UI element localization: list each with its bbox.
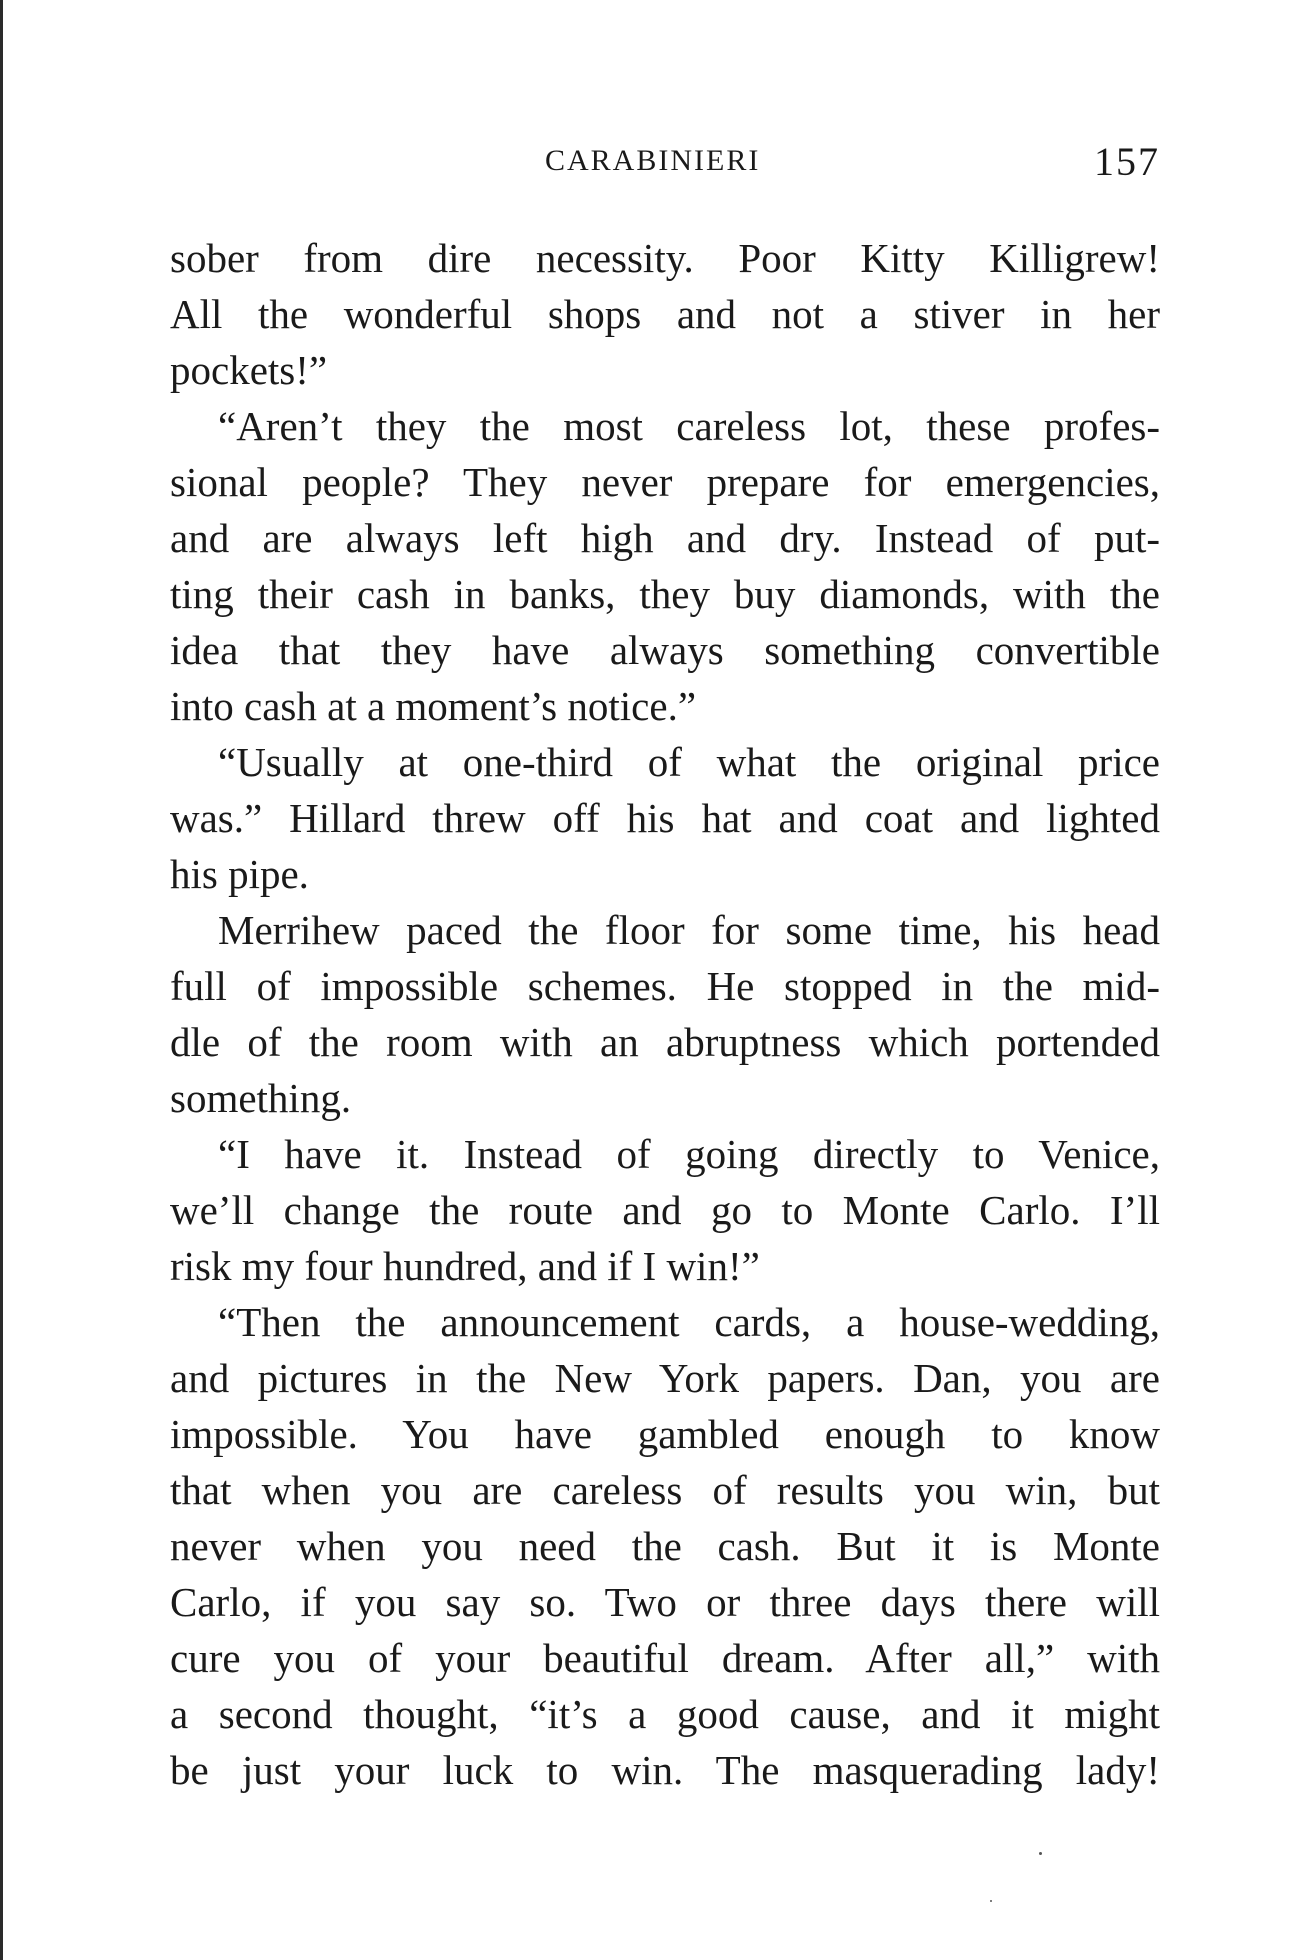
- paper-speck: [990, 1900, 992, 1902]
- text-line: Merrihew paced the floor for some time, his head: [218, 907, 1160, 953]
- paper-speck: [1039, 1852, 1042, 1855]
- page-header: [170, 138, 1160, 188]
- text-line: a second thought, “it’s a good cause, and it might: [170, 1691, 1160, 1737]
- text-line: pockets!”: [170, 347, 328, 393]
- text-line: dle of the room with an abruptness which portended: [170, 1019, 1160, 1065]
- text-line: sober from dire necessity. Poor Kitty Killigrew!: [170, 235, 1160, 281]
- text-line: impossible. You have gambled enough to know: [170, 1411, 1160, 1457]
- page-number: 157: [1094, 139, 1160, 184]
- text-line: sional people? They never prepare for emergencies,: [170, 459, 1160, 505]
- text-line: and pictures in the New York papers. Dan, you are: [170, 1355, 1160, 1401]
- body-text: [170, 230, 1160, 1798]
- text-line: “Aren’t they the most careless lot, these profes-: [218, 403, 1160, 449]
- text-line: something.: [170, 1075, 352, 1121]
- text-line: “Usually at one-third of what the original price: [218, 739, 1160, 785]
- text-line: that when you are careless of results you win, but: [170, 1467, 1160, 1513]
- text-line: All the wonderful shops and not a stiver in her: [170, 291, 1160, 337]
- text-line: was.” Hillard threw off his hat and coat and lighted: [170, 795, 1160, 841]
- text-line: his pipe.: [170, 851, 309, 897]
- text-line: Carlo, if you say so. Two or three days there will: [170, 1579, 1160, 1625]
- text-line: risk my four hundred, and if I win!”: [170, 1243, 760, 1289]
- text-line: “Then the announcement cards, a house-wedding,: [218, 1299, 1160, 1345]
- running-head: CARABINIERI: [545, 144, 761, 177]
- text-line: full of impossible schemes. He stopped in the mid-: [170, 963, 1160, 1009]
- text-line: never when you need the cash. But it is Monte: [170, 1523, 1160, 1569]
- text-line: we’ll change the route and go to Monte Carlo. I’ll: [170, 1187, 1160, 1233]
- page-edge-line: [0, 0, 3, 1960]
- text-line: cure you of your beautiful dream. After all,” with: [170, 1635, 1160, 1681]
- text-line: “I have it. Instead of going directly to Venice,: [218, 1131, 1160, 1177]
- text-line: into cash at a moment’s notice.”: [170, 683, 697, 729]
- text-line: be just your luck to win. The masquerading lady!: [170, 1747, 1160, 1793]
- text-line: and are always left high and dry. Instead of put-: [170, 515, 1160, 561]
- text-line: idea that they have always something convertible: [170, 627, 1160, 673]
- text-line: ting their cash in banks, they buy diamonds, with the: [170, 571, 1160, 617]
